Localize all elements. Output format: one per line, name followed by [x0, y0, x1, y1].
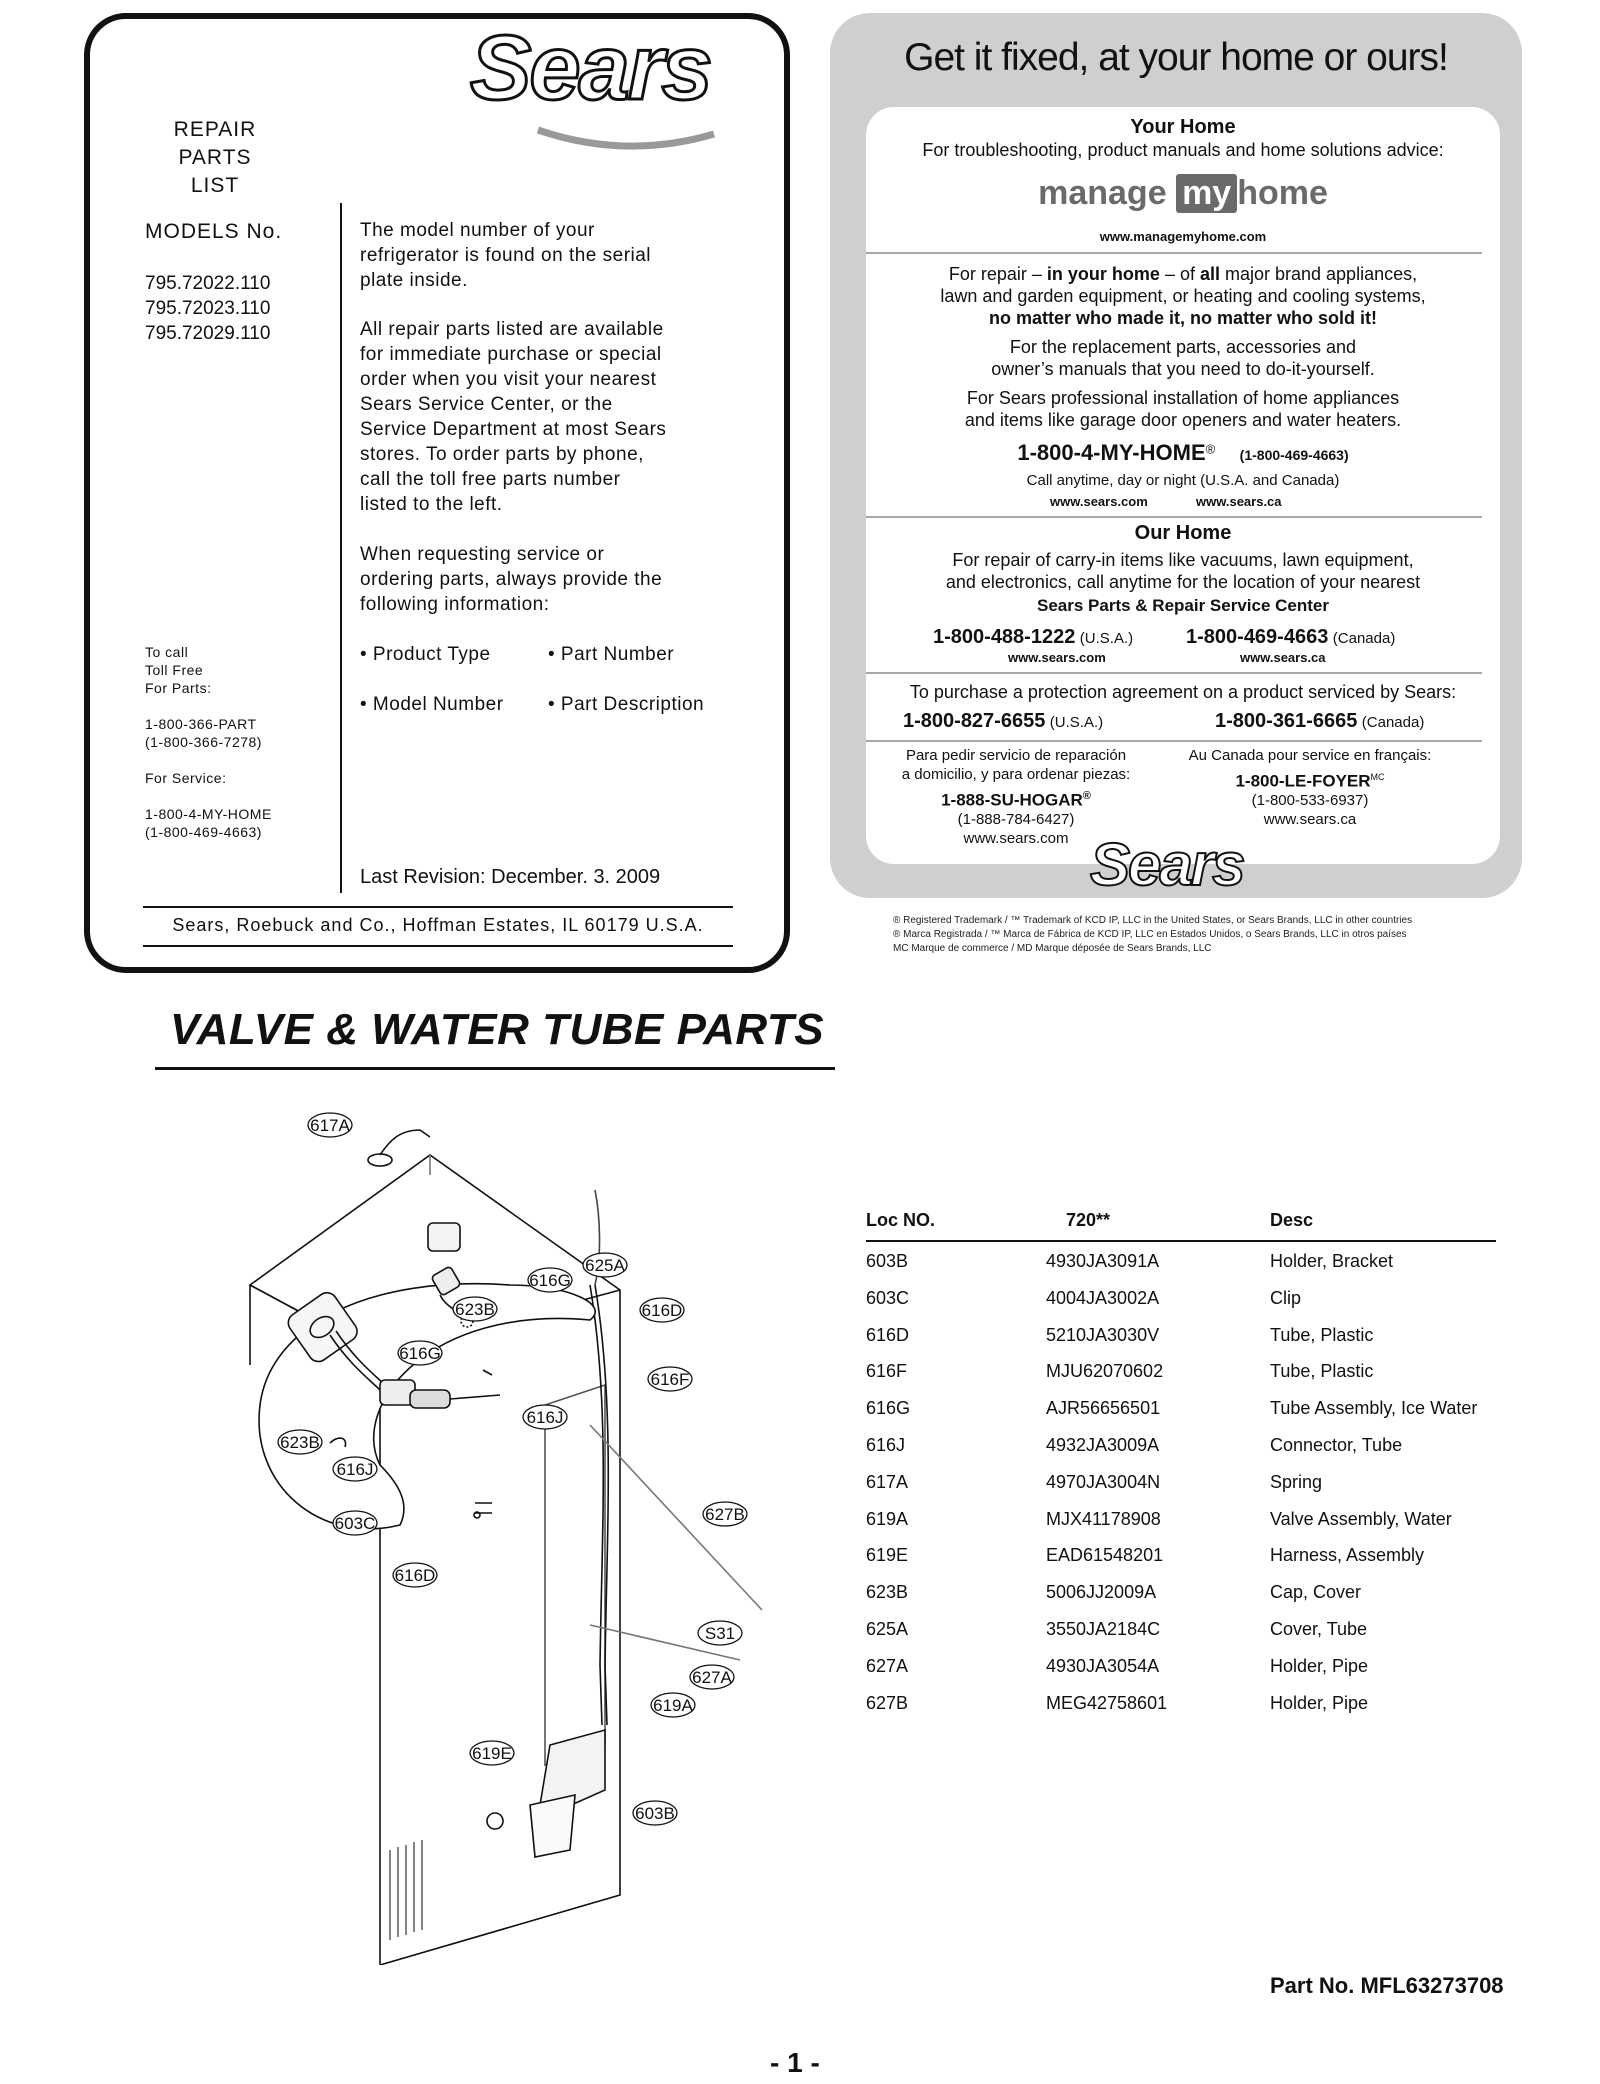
phone-number[interactable]: 1-800-LE-FOYER	[1235, 771, 1371, 791]
divider	[866, 516, 1482, 518]
text-span: major brand appliances,	[1219, 264, 1418, 284]
loc-no-cell: 616F	[866, 1361, 908, 1382]
table-row	[866, 1251, 1496, 1287]
loc-no-cell: 603B	[866, 1251, 909, 1271]
protection-agreement: To purchase a protection agreement on a product serviced by Sears:	[909, 682, 1457, 702]
table-row	[866, 1288, 1496, 1324]
text-line: Sears Service Center, or the	[360, 394, 613, 415]
part-number-cell: MJU62070602	[1046, 1361, 1164, 1382]
text-line: Para pedir servicio de reparación	[905, 747, 1127, 764]
repair-center-phone-ca	[1186, 626, 1395, 649]
loc-no-cell: 627B	[866, 1692, 909, 1713]
callout-label: 627A	[692, 1668, 732, 1687]
phone-number[interactable]: 1-800-361-6665	[1215, 710, 1358, 732]
sears-logo: Sears	[470, 17, 711, 119]
callout-label: 625A	[585, 1256, 625, 1275]
footer-address: Sears, Roebuck and Co., Hoffman Estates, IL 60179 U.S.A.	[172, 915, 704, 935]
callout-label: 616D	[394, 1566, 436, 1585]
callout-label: 616F	[650, 1370, 690, 1389]
phone-numeric: (1-800-469-4663)	[1239, 447, 1349, 463]
callout-label: 617A	[310, 1116, 350, 1135]
text-line: For Parts:	[145, 680, 212, 696]
toll-free-info	[145, 643, 272, 841]
table-row	[866, 1361, 1496, 1397]
text-span: in your home	[1046, 264, 1160, 284]
callout-label: 603C	[334, 1514, 376, 1533]
loc-no-cell: 616D	[866, 1324, 910, 1345]
description-cell: Holder, Pipe	[1270, 1655, 1369, 1676]
loc-no-cell: 619A	[866, 1508, 909, 1529]
phone-number[interactable]: 1-800-469-4663	[1186, 626, 1329, 648]
text-line: Toll Free	[145, 662, 204, 678]
text-line: for immediate purchase or special	[360, 344, 662, 365]
footer-rule	[143, 906, 733, 908]
text-line: For Service:	[145, 770, 227, 786]
description-cell: Connector, Tube	[1270, 1435, 1403, 1455]
page-number: - 1 -	[770, 2047, 820, 2078]
mc-mark: MC	[1370, 772, 1385, 782]
table-header-rule	[866, 1240, 1496, 1242]
our-home-title: Our Home	[1134, 522, 1232, 544]
trademark-note: ® Registered Trademark / ™ Trademark of KCD IP, LLC in the United States, or Sears Brands, LLC in other countries	[893, 915, 1413, 926]
reg-mark: ®	[1082, 790, 1091, 802]
text-line: When requesting service or	[360, 544, 605, 565]
loc-no-cell: 619E	[866, 1545, 909, 1566]
divider	[866, 740, 1482, 742]
callout-label: 627B	[705, 1505, 745, 1524]
text-line: order when you visit your nearest	[360, 369, 657, 390]
model-number: 795.72022.110	[145, 273, 271, 294]
part-number-cell: 5006JJ2009A	[1046, 1582, 1157, 1603]
bullet-item: • Part Description	[548, 694, 705, 715]
description-cell: Harness, Assembly	[1270, 1545, 1425, 1566]
table-row	[866, 1582, 1496, 1618]
text-line: The model number of your	[360, 220, 595, 241]
country-tag: (Canada)	[1332, 630, 1396, 647]
bullet-item: • Part Number	[548, 644, 675, 665]
loc-no-cell: 616G	[866, 1398, 911, 1419]
text-span: For repair –	[948, 264, 1047, 284]
part-number-cell: MJX41178908	[1046, 1508, 1161, 1529]
callout-label: 623B	[455, 1300, 495, 1319]
callout-label: 616J	[336, 1460, 374, 1479]
text-line: Au Canada pour service en français:	[1188, 747, 1432, 764]
text-span: – of	[1159, 264, 1200, 284]
text-line: refrigerator is found on the serial	[360, 245, 652, 266]
country-tag: (U.S.A.)	[1079, 630, 1134, 647]
parts-phone: 1-800-366-PART	[145, 716, 257, 732]
table-row	[866, 1435, 1496, 1471]
callout-label: 603B	[635, 1804, 675, 1823]
last-revision: Last Revision: December. 3. 2009	[360, 866, 661, 888]
callout-label: 616J	[526, 1408, 564, 1427]
list-label: LIST	[190, 174, 240, 197]
part-number-cell: AJR56656501	[1046, 1398, 1161, 1419]
description-cell: Valve Assembly, Water	[1270, 1508, 1452, 1529]
install-line: and items like garage door openers and water heaters.	[964, 410, 1402, 430]
column-header: Desc	[1270, 1210, 1314, 1230]
loc-no-cell: 603C	[866, 1287, 910, 1308]
service-heading: Get it fixed, at your home or ours!	[904, 36, 1448, 79]
text-line: stores. To order parts by phone,	[360, 444, 644, 465]
divider	[866, 252, 1482, 254]
repair-line: lawn and garden equipment, or heating and cooling systems,	[940, 286, 1426, 306]
footer-rule	[143, 945, 733, 947]
your-home-title: Your Home	[1130, 116, 1236, 138]
install-line: For Sears professional installation of home appliances	[966, 388, 1400, 408]
table-row	[866, 1693, 1496, 1729]
call-anytime: Call anytime, day or night (U.S.A. and Canada)	[1026, 472, 1340, 489]
protection-phone-us	[903, 710, 1103, 733]
service-phone: 1-800-4-MY-HOME	[145, 806, 272, 822]
description-cell: Clip	[1270, 1287, 1302, 1308]
text-line: ordering parts, always provide the	[360, 569, 663, 590]
protection-phone-ca	[1215, 710, 1424, 733]
description-cell: Spring	[1270, 1471, 1323, 1492]
part-number-cell: 5210JA3030V	[1046, 1324, 1160, 1345]
trademark-note: MC Marque de commerce / MD Marque déposée de Sears Brands, LLC	[893, 943, 1212, 954]
repair-line: no matter who made it, no matter who sold it!	[988, 308, 1378, 328]
logo-text: my	[1176, 174, 1237, 213]
sears-ca-url[interactable]: www.sears.ca	[1240, 650, 1326, 665]
parts-label: PARTS	[178, 146, 252, 169]
phone-number[interactable]: 1-800-4-MY-HOME	[1017, 440, 1206, 465]
table-row	[866, 1325, 1496, 1361]
text-span: all	[1199, 264, 1220, 284]
text-line: call the toll free parts number	[360, 469, 621, 490]
model-number: 795.72029.110	[145, 323, 271, 344]
part-number-cell: 4930JA3091A	[1046, 1251, 1160, 1271]
requesting-paragraph	[360, 542, 720, 617]
sears-logo: Sears	[1090, 831, 1244, 898]
sears-ca-url[interactable]: www.sears.ca	[1196, 494, 1282, 509]
description-cell: Tube, Plastic	[1270, 1361, 1374, 1382]
country-tag: (Canada)	[1361, 714, 1425, 731]
column-header: 720**	[1066, 1210, 1111, 1230]
model-number: 795.72023.110	[145, 298, 271, 319]
column-header: Loc NO.	[866, 1210, 936, 1230]
repair-line	[866, 264, 1500, 285]
part-number-cell: 4930JA3054A	[1046, 1655, 1160, 1676]
table-row	[866, 1656, 1496, 1692]
sears-url[interactable]: www.sears.com	[1050, 494, 1148, 509]
part-number-cell: 4004JA3002A	[1046, 1287, 1160, 1308]
description-cell: Holder, Bracket	[1270, 1251, 1394, 1271]
logo-swoosh	[536, 126, 716, 152]
main-service-phone	[866, 440, 1500, 466]
our-home-line: Sears Parts & Repair Service Center	[1037, 596, 1329, 615]
callout-label: 616G	[399, 1344, 441, 1363]
text-line: listed to the left.	[360, 494, 503, 515]
description-cell: Tube, Plastic	[1270, 1324, 1374, 1345]
table-row	[866, 1619, 1496, 1655]
logo-text: manage	[1038, 174, 1167, 212]
repair-label: REPAIR	[173, 118, 257, 141]
loc-no-cell: 623B	[866, 1582, 909, 1603]
managemyhome-url[interactable]: www.managemyhome.com	[1099, 229, 1267, 244]
service-phone-numeric: (1-800-469-4663)	[145, 824, 262, 840]
text-line: To call	[145, 644, 189, 660]
sears-url[interactable]: www.sears.com	[1008, 650, 1106, 665]
description-cell: Cover, Tube	[1270, 1619, 1368, 1639]
our-home-line: For repair of carry-in items like vacuums, lawn equipment,	[952, 550, 1414, 570]
trademark-note: ® Marca Registrada / ™ Marca de Fábrica de KCD IP, LLC en Estados Unidos, o Sears Brands, LLC in otros países	[893, 929, 1407, 940]
phone-number[interactable]: 1-888-SU-HOGAR	[941, 790, 1083, 810]
reg-mark: ®	[1205, 441, 1216, 457]
callout-label: 619A	[653, 1696, 693, 1715]
bullet-item: • Model Number	[360, 694, 504, 715]
repair-center-phone-us	[933, 626, 1133, 649]
text-line: following information:	[360, 594, 550, 615]
loc-no-cell: 616J	[866, 1435, 906, 1455]
sears-ca-url[interactable]: www.sears.ca	[1263, 810, 1357, 828]
models-heading: MODELS No.	[145, 220, 283, 243]
phone-number[interactable]: 1-800-488-1222	[933, 626, 1076, 648]
description-cell: Holder, Pipe	[1270, 1692, 1369, 1713]
text-line: a domicilio, y para ordenar piezas:	[901, 766, 1131, 783]
part-number-cell: 4970JA3004N	[1046, 1471, 1161, 1492]
text-line: Service Department at most Sears	[360, 419, 667, 440]
phone-number[interactable]: 1-800-827-6655	[903, 710, 1046, 732]
table-row	[866, 1509, 1496, 1545]
managemyhome-logo	[866, 174, 1500, 213]
country-tag: (U.S.A.)	[1049, 714, 1104, 731]
loc-no-cell: 627A	[866, 1655, 909, 1676]
document-part-number: Part No. MFL63273708	[1270, 1973, 1504, 1998]
callout-label: 623B	[280, 1433, 320, 1452]
divider	[866, 672, 1482, 674]
phone-numeric: (1-800-533-6937)	[1251, 791, 1369, 809]
sears-url[interactable]: www.sears.com	[963, 829, 1069, 847]
phone-numeric: (1-888-784-6427)	[957, 810, 1075, 828]
part-number-cell: 3550JA2184C	[1046, 1619, 1161, 1639]
replacement-line: owner’s manuals that you need to do-it-yourself.	[991, 359, 1375, 379]
exploded-parts-diagram	[230, 1105, 790, 1965]
part-number-cell: MEG42758601	[1046, 1692, 1168, 1713]
callout-label: 616D	[641, 1301, 683, 1320]
replacement-line: For the replacement parts, accessories and	[1009, 337, 1357, 357]
callout-label: 616G	[529, 1271, 571, 1290]
parts-phone-numeric: (1-800-366-7278)	[145, 734, 262, 750]
table-row	[866, 1545, 1496, 1581]
section-title: VALVE & WATER TUBE PARTS	[170, 1005, 825, 1054]
our-home-line: and electronics, call anytime for the location of your nearest	[945, 572, 1421, 592]
part-number-cell: EAD61548201	[1046, 1545, 1164, 1566]
section-rule	[155, 1067, 835, 1070]
table-row	[866, 1472, 1496, 1508]
column-divider	[340, 203, 342, 893]
logo-text: home	[1237, 174, 1328, 212]
availability-paragraph	[360, 317, 720, 517]
model-location-paragraph	[360, 218, 720, 293]
table-row	[866, 1398, 1496, 1434]
callout-label: S31	[704, 1624, 736, 1643]
french-service	[1160, 746, 1460, 829]
your-home-subtitle: For troubleshooting, product manuals and home solutions advice:	[922, 140, 1444, 160]
description-cell: Cap, Cover	[1270, 1582, 1362, 1603]
part-number-cell: 4932JA3009A	[1046, 1435, 1160, 1455]
callout-label: 619E	[472, 1744, 512, 1763]
loc-no-cell: 617A	[866, 1471, 909, 1492]
text-line: plate inside.	[360, 270, 468, 291]
loc-no-cell: 625A	[866, 1619, 909, 1639]
bullet-item: • Product Type	[360, 644, 491, 665]
text-line: All repair parts listed are available	[360, 319, 664, 340]
description-cell: Tube Assembly, Ice Water	[1270, 1398, 1478, 1419]
